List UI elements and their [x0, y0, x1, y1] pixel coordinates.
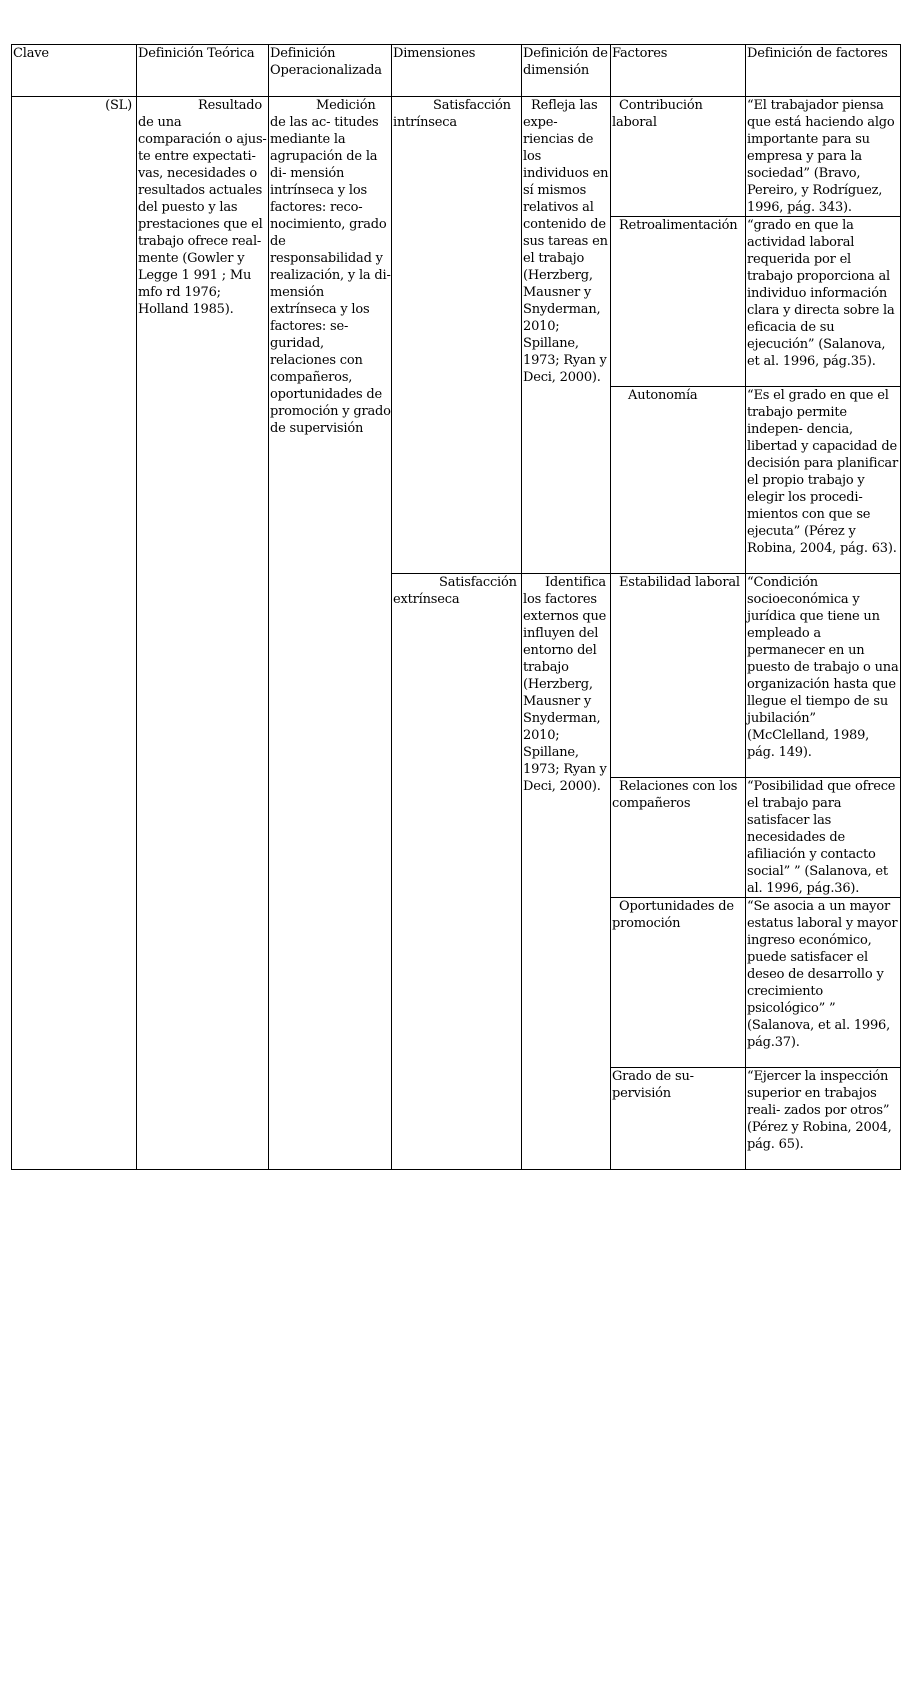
factor-name-text: Autonomía [628, 388, 698, 403]
dimension-intrinseca-definition-text: Refleja las expe- riencias de los individuos en sí mismos relativos al contenido de sus tareas en el trabajo (Herzberg, Mausner y Snyderman, 2010; Spillane, 1973; Ryan y Deci, 2000). [523, 98, 609, 385]
factor-definition: “Condición socioeconómica y jurídica que tiene un empleado a permanecer en un puesto de trabajo o una organización hasta que llegue el tiempo de su jubilación” (McClelland, 1989, pág. 149). [746, 574, 901, 778]
header-definicion-operacionalizada: Definición Operacionalizada [269, 45, 392, 97]
factor-name [611, 898, 746, 1068]
factor-definition: “grado en que la actividad laboral requerida por el trabajo proporciona al individuo información clara y directa sobre la eficacia de su ejecución” (Salanova, et al. 1996, pág.35). [746, 217, 901, 387]
table-row [12, 97, 901, 217]
factor-definition: “Posibilidad que ofrece el trabajo para satisfacer las necesidades de afiliación y contacto social” ” (Salanova, et al. 1996, pág.36). [746, 778, 901, 898]
operationalization-table [11, 44, 901, 1170]
factor-name-text: Estabilidad laboral [619, 575, 740, 590]
dimension-extrinseca [392, 574, 522, 1170]
factor-name [611, 97, 746, 217]
dimension-intrinseca-name: Satisfacción intrínseca [393, 98, 511, 130]
factor-name-text: Contribución laboral [612, 98, 703, 130]
header-definicion-factores: Definición de factores [746, 45, 901, 97]
factor-name: Grado de su- pervisión [611, 1068, 746, 1170]
dimension-intrinseca [392, 97, 522, 574]
factor-definition: “El trabajador piensa que está haciendo algo importante para su empresa y para la sociedad” (Bravo, Pereiro, y Rodríguez, 1996, pág. 343). [746, 97, 901, 217]
dimension-extrinseca-definition [522, 574, 611, 1170]
header-definicion-teorica: Definición Teórica [137, 45, 269, 97]
factor-name-text: Relaciones con los compañeros [612, 779, 738, 811]
dimension-intrinseca-definition [522, 97, 611, 574]
header-clave: Clave [12, 45, 137, 97]
variable-definicion-teorica [137, 97, 269, 1170]
definicion-operacionalizada-text: Medición de las ac- titudes mediante la agrupación de la di- mensión intrínseca y los factores: reco- nocimiento, grado de responsabilidad y realización, y la di- mensión extrínseca y los factores: se- guridad, relaciones con compañeros, oportunidades de promoción y grado de supervisión [270, 98, 391, 436]
variable-clave: (SL) [12, 97, 137, 1170]
factor-definition: “Se asocia a un mayor estatus laboral y mayor ingreso económico, puede satisfacer el deseo de desarrollo y crecimiento psicológico” ” (Salanova, et al. 1996, pág.37). [746, 898, 901, 1068]
factor-definition: “Es el grado en que el trabajo permite indepen- dencia, libertad y capacidad de decisión para planificar el propio trabajo y elegir los procedi- mientos con que se ejecuta” (Pérez y Robina, 2004, pág. 63). [746, 387, 901, 574]
factor-name-text: Retroalimentación [619, 218, 738, 233]
factor-name [611, 574, 746, 778]
header-row [12, 45, 901, 97]
factor-name [611, 778, 746, 898]
header-dimensiones: Dimensiones [392, 45, 522, 97]
factor-definition: “Ejercer la inspección superior en trabajos reali- zados por otros” (Pérez y Robina, 2004, pág. 65). [746, 1068, 901, 1170]
factor-name-text: Oportunidades de promoción [612, 899, 734, 931]
header-factores: Factores [611, 45, 746, 97]
dimension-extrinseca-name: Satisfacción extrínseca [393, 575, 517, 607]
factor-name [611, 387, 746, 574]
dimension-extrinseca-definition-text: Identifica los factores externos que influyen del entorno del trabajo (Herzberg, Mausner y Snyderman, 2010; Spillane, 1973; Ryan y Deci, 2000). [523, 575, 607, 794]
definicion-teorica-text: Resultado de una comparación o ajus- te entre expectati- vas, necesidades o resultados actuales del puesto y las prestaciones que el trabajo ofrece real- mente (Gowler y Legge 1 991 ; Mu mfo rd 1976; Holland 1985). [138, 98, 267, 317]
factor-name [611, 217, 746, 387]
header-definicion-dimension: Definición de dimensión [522, 45, 611, 97]
variable-definicion-operacionalizada [269, 97, 392, 1170]
